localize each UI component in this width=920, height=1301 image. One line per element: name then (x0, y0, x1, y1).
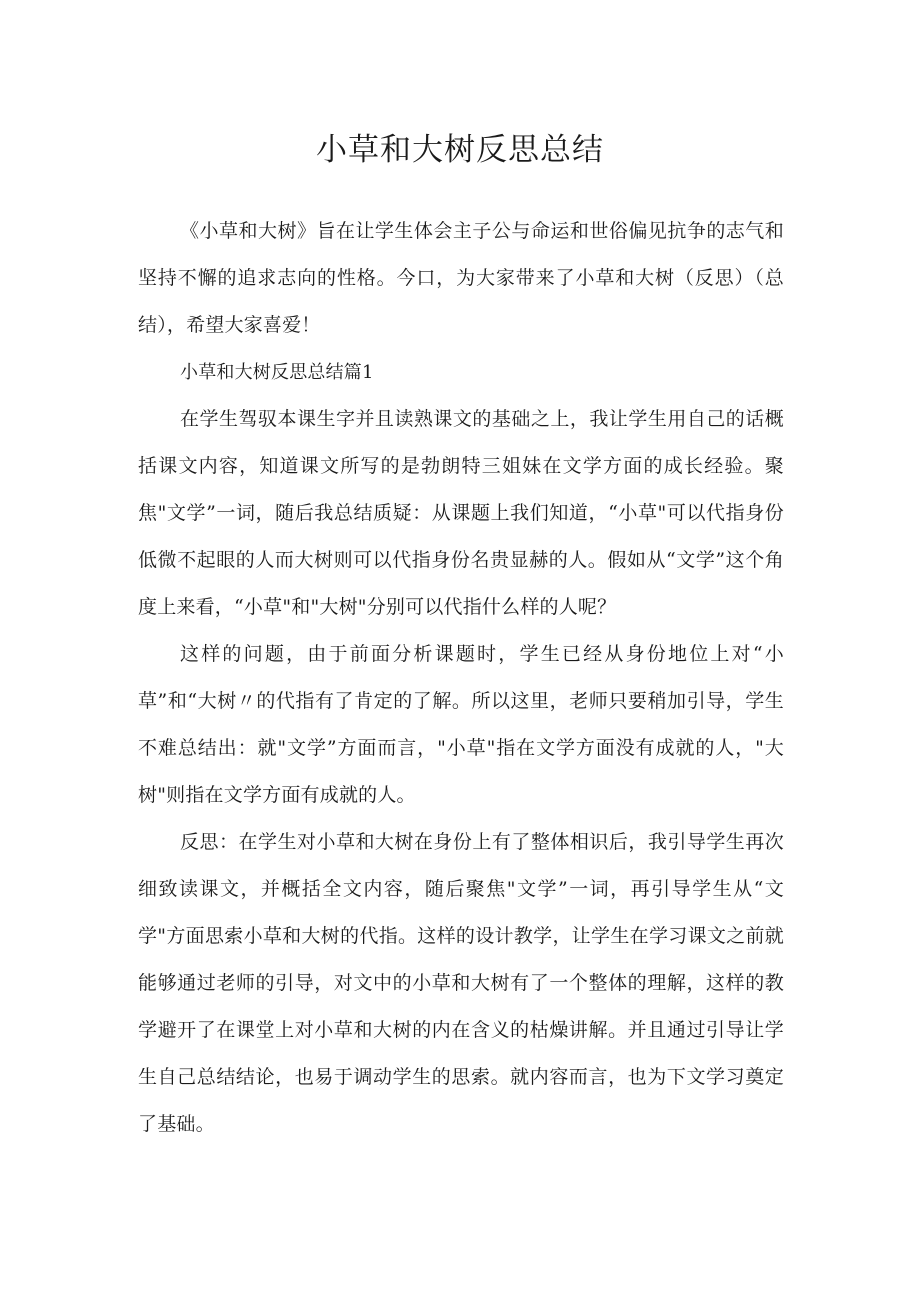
document-body (138, 208, 784, 1148)
body-paragraph: 这样的问题，由于前面分析课题时，学生已经从身份地位上对“小草”和“大树〃的代指有了肯定的了解。所以这里，老师只要稍加引导，学生不难总结出：就"文学”方面而言，"小草"指在文学方面没有成就的人，"大树"则指在文学方面有成就的人。 (138, 643, 784, 806)
intro-paragraph: 《小草和大树》旨在让学生体会主子公与命运和世俗偏见抗争的志气和坚持不懈的追求志向的性格。今口，为大家带来了小草和大树（反思）（总结），希望大家喜爱！ (138, 220, 784, 336)
document-title: 小草和大树反思总结 (316, 132, 604, 168)
body-paragraph: 在学生驾驭本课生字并且读熟课文的基础之上，我让学生用自己的话概括课文内容，知道课文所写的是勃朗特三姐妹在文学方面的成长经验。聚焦"文学”一词，随后我总结质疑：从课题上我们知道，“小草"可以代指身份低微不起眼的人而大树则可以代指身份名贵显赫的人。假如从“文学”这个角度上来看，“小草"和"大树"分别可以代指什么样的人呢？ (138, 408, 784, 618)
reflection-paragraph: 反思：在学生对小草和大树在身份上有了整体相识后，我引导学生再次细致读课文，并概括全文内容，随后聚焦"文学”一词，再引导学生从“文学"方面思索小草和大树的代指。这样的设计教学，让学生在学习课文之前就能够通过老师的引导，对文中的小草和大树有了一个整体的理解，这样的教学避开了在课堂上对小草和大树的内在含义的枯燥讲解。并且通过引导让学生自己总结结论，也易于调动学生的思索。就内容而言，也为下文学习奠定了基础。 (138, 831, 784, 1135)
section-heading: 小草和大树反思总结篇1 (180, 362, 374, 383)
